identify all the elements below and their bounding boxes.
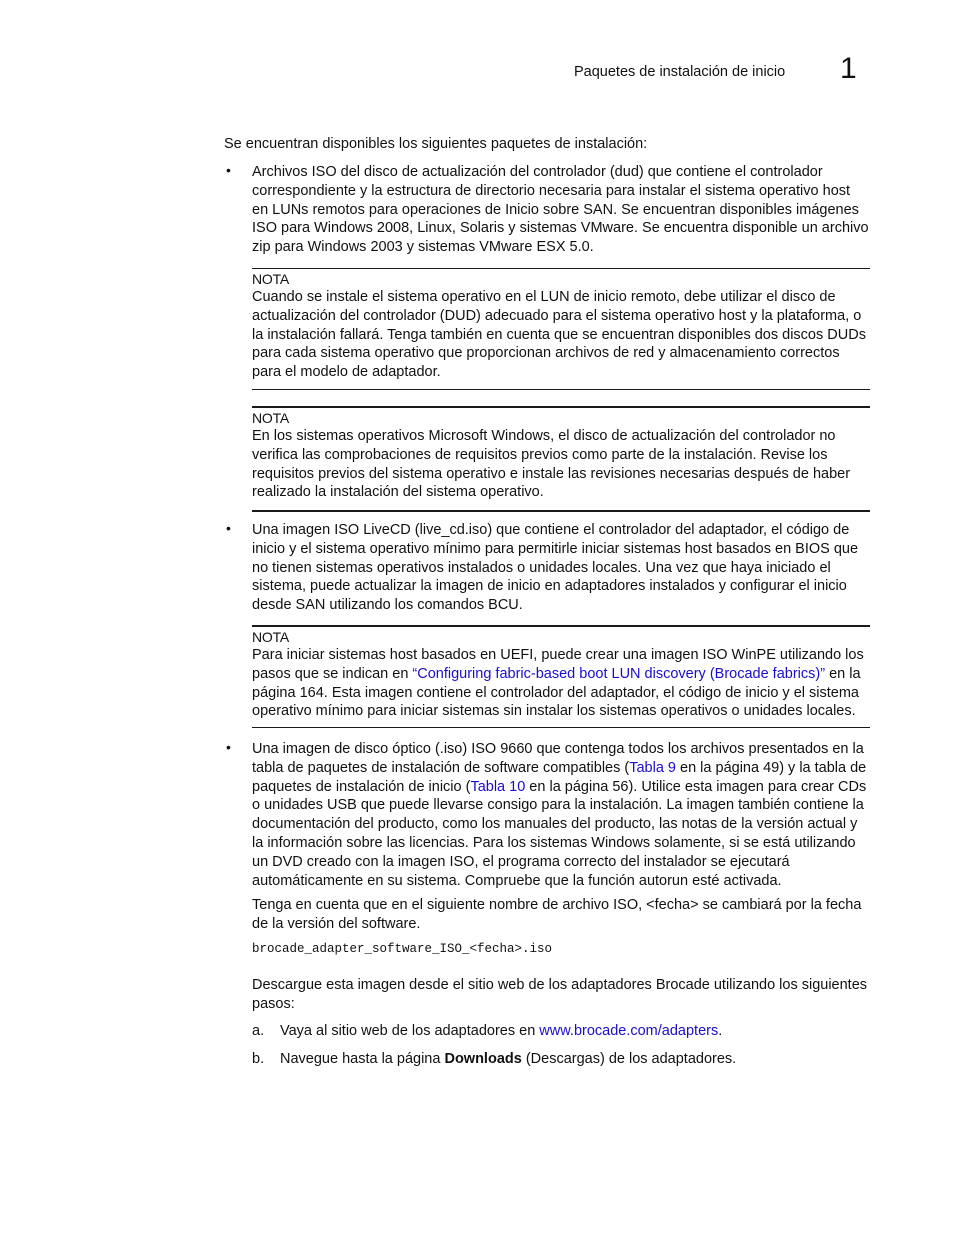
step-a-after: . [718,1023,723,1039]
bullet-1-text: Archivos ISO del disco de actualización del controlador (dud) que contiene el controlador correspondiente y la estructura de directorio necesaria para instalar el sistema operativo host en LUNs remotos para operaciones de Inicio sobre SAN. Se encuentran disponibles imágenes ISO para Windows 2008, Linux, Solaris y sistemas VMware. Se encuentra disponible un archivo zip para Windows 2003 y sistemas VMware ESX 5.0. [252,164,869,256]
step-a-before: Vaya al sitio web de los adaptadores en [280,1023,540,1039]
download-intro: Descargue esta imagen desde el sitio web de los adaptadores Brocade utilizando los siguientes pasos: [252,977,868,1012]
note-1 [252,268,870,390]
iso-filename-code: brocade_adapter_software_ISO_<fecha>.iso [252,942,553,956]
step-a-letter: a. [252,1023,265,1039]
note-label: NOTA [252,410,290,426]
bullet-3-text-part: en la página 56). Utilice esta imagen para crear CDs o unidades USB que puede llevarse consigo para la instalación. La imagen también contiene la documentación del producto, como los manuales del producto, las notas de la versión actual y la información sobre las licencias. Para los sistemas Windows solamente, si se está utilizando un DVD creado con la imagen ISO, el programa correcto del instalador se ejecutará automáticamente en su sistema. Compruebe que la función autorun esté activada. [252,778,867,889]
note-3-text-before: Para iniciar sistemas host basados en UEFI, puede crear una imagen ISO WinPE utilizando los pasos que se indican en [252,647,864,682]
bullet-2-text: Una imagen ISO LiveCD (live_cd.iso) que contiene el controlador del adaptador, el código de inicio y el sistema operativo mínimo para permitirle iniciar sistemas host basados en BIOS que no tienen sistemas operativos instalados o unidades locales. Una vez que haya iniciado el sistema, puede actualizar la imagen de inicio en adaptadores instalados y configurar el inicio desde SAN utilizando los comandos BCU. [252,522,859,614]
note-top-rule [252,406,870,408]
configuring-fabric-boot-lun-link[interactable]: “Configuring fabric-based boot LUN discovery (Brocade fabrics)” [412,665,826,682]
note-label: NOTA [252,629,290,645]
note-1-text: Cuando se instale el sistema operativo en el LUN de inicio remoto, debe utilizar el disco de actualización del controlador (DUD) adecuado para el sistema operativo host y la plataforma, o la instalación fallará. Tenga también en cuenta que se encuentran disponibles dos discos DUDs para cada sistema operativo que proporcionan archivos de red y almacenamiento correctos para el modelo de adaptador. [252,289,866,381]
note-3-text-after: en la página 164. Esta imagen contiene el controlador del adaptador, el código de inicio y el sistema operativo mínimo para iniciar sistemas sin instalar los sistemas operativos o unidades locales. [252,665,861,720]
note-label: NOTA [252,271,290,287]
intro-paragraph: Se encuentran disponibles los siguientes paquetes de instalación: [224,136,648,152]
step-a-text [280,1023,722,1039]
step-b-letter: b. [252,1051,265,1067]
note-3-text [252,646,870,721]
note-bottom-rule [252,727,870,728]
bullet-3-text-part: Una imagen de disco óptico (.iso) ISO 9660 que contenga todos los archivos presentados en la tabla de paquetes de instalación de software compatibles ( [252,741,864,776]
tabla-9-link[interactable]: Tabla 9 [629,759,676,776]
note-top-rule [252,625,870,627]
downloads-term: Downloads [444,1051,522,1067]
note-bottom-rule [252,389,870,390]
note-bottom-rule [252,510,870,512]
bullet-marker: • [226,739,231,755]
note-3 [252,625,870,728]
step-b-after: (Descargas) de los adaptadores. [521,1051,737,1067]
step-b-before: Navegue hasta la página [280,1051,445,1067]
note-2 [252,406,870,512]
tabla-10-link[interactable]: Tabla 10 [470,778,526,795]
note-2-text: En los sistemas operativos Microsoft Windows, el disco de actualización del controlador no verifica las comprobaciones de requisitos previos como parte de la instalación. Revise los requisitos previos del sistema operativo e instale las revisiones necesarias después de haber realizado la instalación del sistema operativo. [252,428,851,501]
note-top-rule [252,268,870,269]
chapter-number: 1 [840,52,857,85]
step-b-text [280,1051,736,1067]
brocade-adapters-link[interactable]: www.brocade.com/adapters [539,1023,719,1039]
iso-filename-note: Tenga en cuenta que en el siguiente nombre de archivo ISO, <fecha> se cambiará por la fecha de la versión del software. [252,897,862,932]
bullet-marker: • [226,520,231,536]
bullet-3-text-part: en la página 49) y la tabla de paquetes de instalación de inicio ( [252,759,867,795]
bullet-marker: • [226,162,231,178]
running-header-title: Paquetes de instalación de inicio [574,64,786,80]
bullet-3-text [252,740,870,890]
